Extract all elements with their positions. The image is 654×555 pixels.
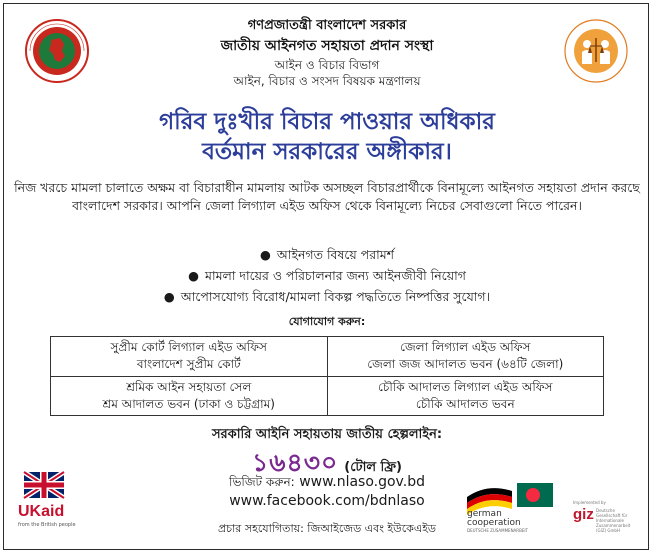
contact-table [50,336,604,416]
helpline-label: সরকারি আইনি সহায়তায় জাতীয় হেল্পলাইন: [211,427,443,442]
headline-line-2: বর্তমান সরকারের অঙ্গীকার। [202,139,452,165]
service-item [0,289,654,309]
dept-title: আইন ও বিচার বিভাগ [274,58,380,72]
govt-seal-icon [24,18,90,84]
body-paragraph: নিজ খরচে মামলা চালাতে অক্ষম বা বিচারাধীন মামলায় আটক অসচ্ছল বিচারপ্রার্থীকে বিনামূল্যে আইনগত সহায়তা প্রদান করছে বাংলাদেশ সরকার। আপনি জেলা লিগ্যাল এইড অফিস থেকে বিনামূল্যে নিচের সেবাগুলো নিতে পারেন। [14,180,640,213]
office-name: জেলা লিগ্যাল এইড অফিস [400,340,531,355]
cooperation-label: cooperation [467,518,521,528]
office-name: চৌকি আদালত লিগ্যাল এইড অফিস [378,379,553,394]
giz-logo: giz [573,506,594,523]
website-link[interactable]: www.nlaso.gov.bd [299,474,425,490]
office-location: শ্রম আদালত ভবন (ঢাকা ও চট্টগ্রাম) [102,396,275,411]
table-row [51,337,604,377]
headline-line-1: গরিব দুঃখীর বিচার পাওয়ার অধিকার [159,109,495,135]
visit-label: ভিজিট করুন: [229,475,295,489]
service-label: আপোসযোগ্য বিরোধ/মামলা বিকল্প পদ্ধতিতে নিষ্পত্তির সুযোগ। [180,289,491,304]
giz-fullname: Deutsche Gesellschaft für Internationale Zusammenarbeit (GIZ) GmbH [596,508,631,533]
office-location: জেলা জজ আদালত ভবন (৬৪টি জেলা) [367,357,564,372]
org-title: জাতীয় আইনগত সহায়তা প্রদান সংস্থা [220,38,434,54]
visit-website-line [170,474,484,494]
facebook-link[interactable]: www.facebook.com/bdnlaso [229,493,425,509]
tollfree-label: (টোল ফ্রি) [344,460,402,475]
contact-cell [327,337,604,377]
service-label: আইনগত বিষয়ে পরামর্শ [276,247,395,262]
helpline-number[interactable]: ১৬৪৩০ [252,448,339,477]
giz-implemented-by: Implemented by [573,500,606,505]
office-location: বাংলাদেশ সুপ্রীম কোর্ট [136,357,241,372]
ministry-title: আইন, বিচার ও সংসদ বিষয়ক মন্ত্রণালয় [233,74,421,88]
service-item [0,268,654,288]
german-cooperation-sub: DEUTSCHE ZUSAMMENARBEIT [467,528,528,533]
contact-cell [51,337,328,377]
bullet-icon: ● [163,289,175,304]
office-name: সুপ্রীম কোর্ট লিগ্যাল এইড অফিস [110,340,267,355]
bullet-icon: ● [259,247,271,262]
service-item [0,247,654,267]
office-location: চৌকি আদালত ভবন [415,396,515,411]
german-cooperation-text [467,510,547,528]
table-row [51,376,604,416]
german-label: german [467,509,502,519]
nlaso-logo-icon [563,18,629,84]
bullet-icon: ● [188,268,200,283]
ukaid-logo: UKaid [18,503,65,520]
service-label: মামলা দায়ের ও পরিচালনার জন্য আইনজীবী নিয়োগ [205,268,466,283]
govt-title: গণপ্রজাতন্ত্রী বাংলাদেশ সরকার [247,18,407,33]
contact-cell [51,376,328,416]
contact-label: যোগাযোগ করুন: [288,315,366,328]
support-credit: প্রচার সহযোগিতায়: জিআইজেড এবং ইউকেএইড [217,522,437,535]
contact-cell [327,376,604,416]
ukaid-tagline: from the British people [18,522,76,528]
office-name: শ্রমিক আইন সহায়তা সেল [126,379,252,394]
